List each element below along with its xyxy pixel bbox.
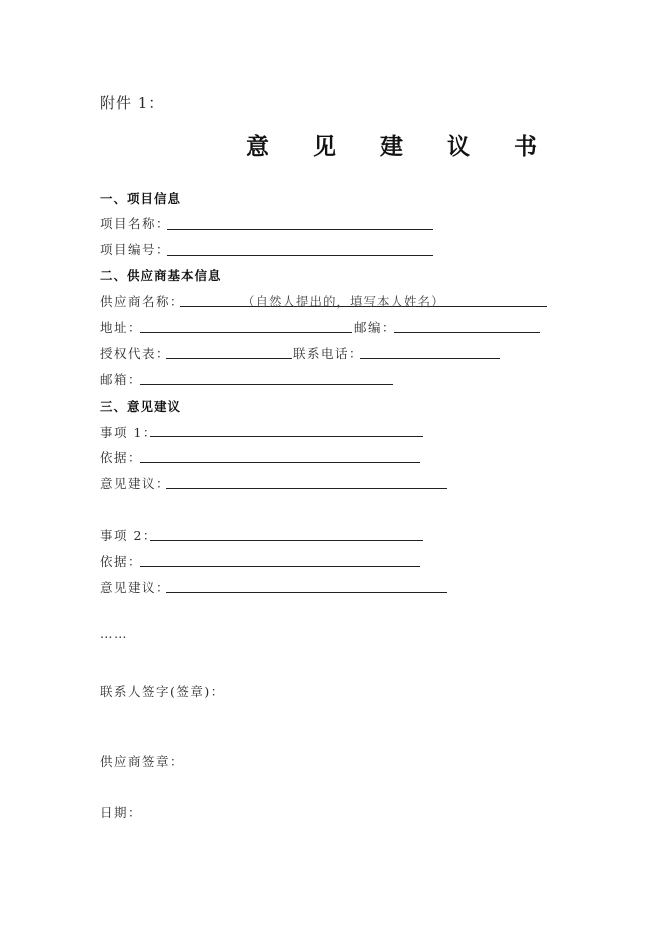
representative-field[interactable] (166, 358, 292, 359)
item-2-field[interactable] (150, 540, 423, 541)
section-supplier-info-heading: 二、供应商基本信息 (100, 268, 222, 283)
project-name-field[interactable] (167, 229, 433, 230)
item-2-basis-field[interactable] (140, 566, 420, 567)
item-1-field[interactable] (150, 436, 423, 437)
item-2-basis-label: 依据： (100, 554, 143, 569)
phone-label: 联系电话： (293, 346, 364, 361)
email-label: 邮箱： (100, 372, 143, 387)
item-2-suggestion-label: 意见建议： (100, 580, 171, 595)
item-1-suggestion-label: 意见建议： (100, 476, 171, 491)
representative-label: 授权代表： (100, 346, 171, 361)
phone-field[interactable] (360, 358, 500, 359)
section-project-info-heading: 一、项目信息 (100, 191, 182, 206)
email-field[interactable] (140, 384, 393, 385)
address-field[interactable] (140, 332, 352, 333)
section-suggestions-heading: 三、意见建议 (100, 399, 182, 414)
item-2-label: 事项 2： (100, 528, 157, 543)
contact-signature-label: 联系人签字(签章)： (100, 684, 225, 699)
page-title: 意 见 建 议 书 (246, 133, 556, 160)
date-label: 日期： (100, 805, 143, 820)
postcode-label: 邮编： (354, 320, 397, 335)
item-2-suggestion-field[interactable] (166, 592, 447, 593)
item-1-suggestion-field[interactable] (166, 488, 447, 489)
supplier-name-label: 供应商名称： (100, 294, 185, 309)
item-1-basis-field[interactable] (140, 462, 420, 463)
continuation-ellipsis: …… (100, 626, 128, 641)
item-1-label: 事项 1： (100, 425, 157, 440)
project-number-field[interactable] (167, 255, 433, 256)
project-name-label: 项目名称： (100, 216, 171, 231)
address-label: 地址： (100, 320, 143, 335)
project-number-label: 项目编号： (100, 242, 171, 257)
postcode-field[interactable] (394, 332, 540, 333)
supplier-seal-label: 供应商签章： (100, 754, 185, 769)
annex-label: 附件 1： (100, 94, 165, 112)
item-1-basis-label: 依据： (100, 450, 143, 465)
supplier-name-hint: （自然人提出的，填写本人姓名） (242, 294, 445, 309)
